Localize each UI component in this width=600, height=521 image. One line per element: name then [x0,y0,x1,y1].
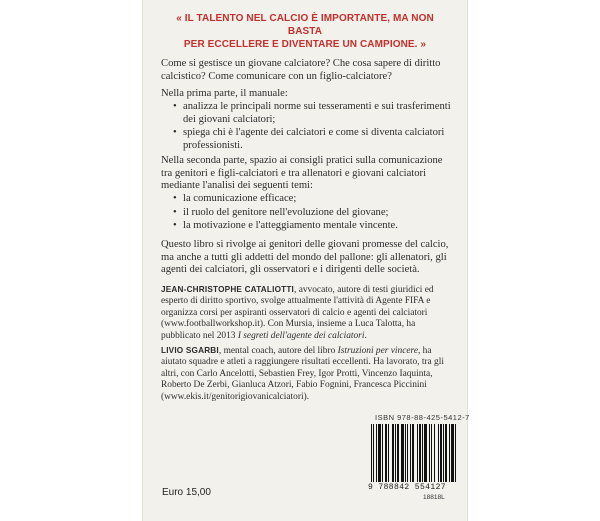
barcode-bar [392,424,394,482]
barcode-code: 18818L [423,494,445,501]
barcode-bar [401,424,404,482]
barcode-bar [407,424,408,482]
price-label: Euro 15,00 [162,487,211,498]
author1-name: JEAN-CHRISTOPHE CATALIOTTI [161,285,295,294]
barcode-bar [451,424,454,482]
author1-bio [161,284,451,342]
barcode-bar [412,424,414,482]
part2-heading: Nella seconda parte, spazio ai consigli pratici sulla comunicazione tra genitori e figli-calciatori e tra allenatori e giovani calciatori mediante l'analisi dei seguenti temi: [161,155,443,192]
author2-bio [161,345,451,403]
barcode-bar [405,424,406,482]
quote-line-2: PER ECCELLERE E DIVENTARE UN CAMPIONE. » [183,39,427,50]
part1-heading: Nella prima parte, il manuale: [161,88,288,99]
author1-bio-end: . [364,330,367,341]
barcode-bar [419,424,421,482]
barcode-bar [397,424,399,482]
isbn-label: ISBN 978-88-425-5412-7 [375,413,470,422]
author1-book-title: I segreti dell'agente dei calciatori [237,330,365,341]
list-item: • la motivazione e l'atteggiamento mentale vincente. [173,220,451,233]
barcode-bar [410,424,411,482]
intro-paragraph: Come si gestisce un giovane calciatore? Che cosa sapere di diritto calcistico? Come comunicare con un figlio-calciatore? [161,58,441,82]
barcode-bar [449,424,450,482]
author2-book-title: Istruzioni per vincere [337,346,418,356]
barcode-bar [395,424,396,482]
author1-bio-text: , avvocato, autore di testi giuridici ed esperto di diritto sportivo, svolge attualmente l'attività di Agente FIFA e organizza corsi per aspiranti osservatori di calcio e agenti dei calciatori (www.footballworkshop.it). Con Mursia, insieme a Luca Talotta, ha pubblicato nel 2013 [161,285,434,341]
barcode-bar [373,424,374,482]
part2-list [173,193,451,234]
barcode-bar [434,424,435,482]
barcode-bar [429,424,430,482]
barcode-bar [431,424,432,482]
barcode-bar [388,424,389,482]
barcode-bar [455,424,456,482]
barcode-bar [438,424,439,482]
barcode-bar [422,424,423,482]
quote-line-1: « IL TALENTO NEL CALCIO È IMPORTANTE, MA NON BASTA [176,13,434,37]
barcode-bar [376,424,377,482]
barcode-bar [417,424,418,482]
barcode-bar [443,424,444,482]
part1-list [173,101,451,153]
author2-name: LIVIO SGARBI [161,346,219,355]
author2-bio-text: , mental coach, autore del libro [218,346,338,356]
barcode-icon [370,424,462,482]
list-item: • spiega chi è l'agente dei calciatori e come si diventa calciatori professionisti. [173,127,451,152]
barcode-bar [382,424,383,482]
barcode-bar [440,424,442,482]
barcode-bar [424,424,427,482]
list-item: • analizza le principali norme sui tesseramenti e sui trasferimenti dei giovani calciatori; [173,101,451,126]
list-item: • la comunicazione efficace; [173,193,451,206]
barcode-bar [378,424,381,482]
barcode-digits: 9 788842 554127 [368,483,447,492]
barcode-bar [385,424,387,482]
audience-paragraph: Questo libro si rivolge ai genitori delle giovani promesse del calcio, ma anche a tutti gli addetti del mondo del pallone: gli allenatori, gli agenti dei calciatori, gli osservatori e i dirigenti delle società. [161,239,449,276]
barcode-bar [371,424,372,482]
list-item: • il ruolo del genitore nell'evoluzione del giovane; [173,207,451,220]
author2-bio-end: , ha aiutato squadre e atleti a raggiungere risultati eccellenti. Ha lavorato, tra gli altri, con Carlo Ancelotti, Sebastien Frey, Igor Protti, Vincenzo Iaquinta, Roberto De Zerbi, Gianluca Atzori, Fabio Fognini, Francesca Piccinini (www.ekis.it/genitorigiovanicalciatori). [161,346,444,402]
cover-quote [160,12,450,51]
barcode-bar [445,424,447,482]
